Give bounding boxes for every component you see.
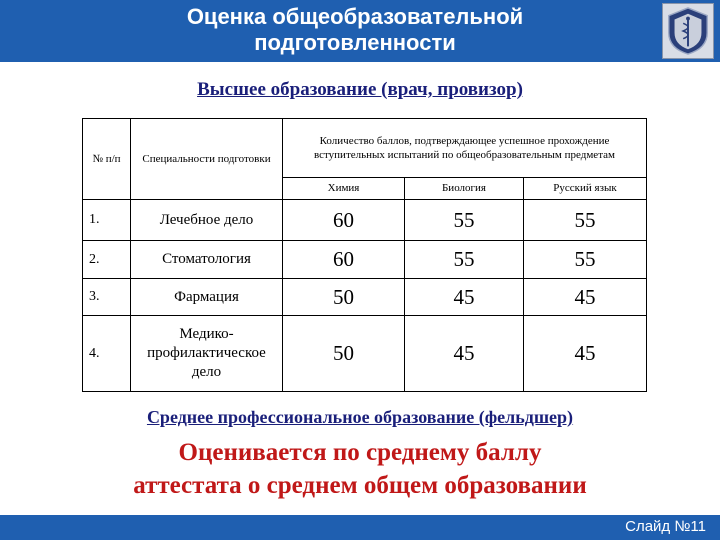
header-subject-biology: Биология: [405, 178, 524, 200]
note-line-1: Оценивается по среднему баллу: [178, 439, 542, 466]
score-russian: 45: [524, 279, 647, 316]
score-russian: 45: [524, 316, 647, 392]
secondary-education-subtitle: Среднее профессиональное образование (фельдшер): [146, 407, 574, 427]
score-chemistry: 50: [283, 316, 405, 392]
table-row: [83, 200, 647, 241]
score-chemistry: 50: [283, 279, 405, 316]
row-number: 2.: [83, 241, 131, 279]
medical-academy-emblem-icon: [662, 3, 714, 59]
row-specialty: Фармация: [131, 279, 283, 316]
row-specialty: Стоматология: [131, 241, 283, 279]
slide-number: Слайд №11: [625, 518, 706, 535]
header-specialty: Специальности подготовки: [131, 119, 283, 200]
score-chemistry: 60: [283, 241, 405, 279]
header-bar: [0, 0, 720, 62]
row-number: 1.: [83, 200, 131, 241]
row-number: 4.: [83, 316, 131, 392]
note-line-2: аттестата о среднем общем образовании: [133, 472, 587, 499]
score-russian: 55: [524, 200, 647, 241]
row-specialty: Медико-профилактическое дело: [131, 316, 283, 392]
passing-scores-table: [82, 118, 647, 392]
score-russian: 55: [524, 241, 647, 279]
score-chemistry: 60: [283, 200, 405, 241]
header-points-group: Количество баллов, подтверждающее успешное прохождение вступительных испытаний по общеобразовательным предметам: [283, 119, 647, 178]
title-line-2: подготовленности: [254, 30, 456, 55]
score-biology: 45: [405, 279, 524, 316]
title-line-1: Оценка общеобразовательной: [186, 4, 524, 29]
footer-bar: [0, 515, 720, 540]
table-row: [83, 279, 647, 316]
higher-education-subtitle: Высшее образование (врач, провизор): [197, 79, 523, 100]
score-biology: 55: [405, 200, 524, 241]
header-subject-chemistry: Химия: [283, 178, 405, 200]
score-biology: 55: [405, 241, 524, 279]
row-specialty: Лечебное дело: [131, 200, 283, 241]
admission-note: [0, 436, 720, 502]
header-number: № п/п: [83, 119, 131, 200]
score-biology: 45: [405, 316, 524, 392]
header-subject-russian: Русский язык: [524, 178, 647, 200]
row-number: 3.: [83, 279, 131, 316]
table-row: [83, 241, 647, 279]
page-title: [60, 4, 650, 56]
table-row: [83, 316, 647, 392]
